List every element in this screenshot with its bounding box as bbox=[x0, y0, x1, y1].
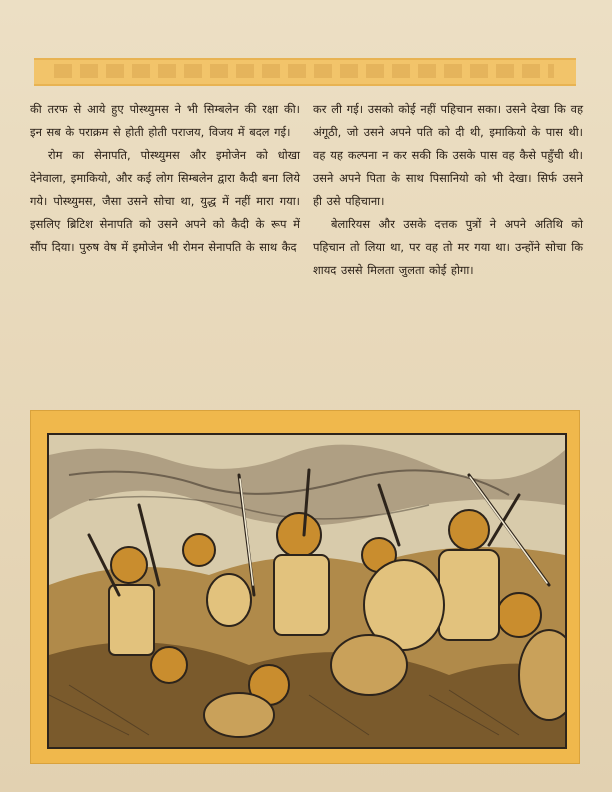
battle-scene-drawing bbox=[49, 435, 565, 747]
battle-illustration bbox=[47, 433, 567, 749]
illustration-frame bbox=[30, 410, 580, 764]
left-column bbox=[30, 98, 300, 259]
left-paragraph-1: की तरफ से आये हुए पोस्थ्युमस ने भी सिम्बलेन की रक्षा की। इन सब के पराक्रम से होती होती पराजय, विजय में बदल गई। bbox=[30, 102, 300, 139]
right-paragraph-2: बेलारियस और उसके दत्तक पुत्रों ने अपने अतिथि को पहिचान तो लिया था, पर वह तो मर गया था। उन्होंने सोचा कि शायद उससे मिलता जुलता कोई होगा। bbox=[313, 217, 583, 277]
right-column bbox=[313, 98, 583, 282]
right-paragraph-1: कर ली गई। उसको कोई नहीं पहिचान सका। उसने देखा कि वह अंगूठी, जो उसने अपने पति को दी थी, इमाकियो के पास थी। वह यह कल्पना न कर सकी कि उसके पास वह कैसे पहुँची थी। उसने अपने पिता के साथ पिसानियो को भी देखा। सिर्फ उसने ही उसे पहिचाना। bbox=[313, 102, 583, 208]
header-band-bleed-through bbox=[54, 64, 554, 78]
header-band bbox=[34, 58, 576, 86]
left-paragraph-2: रोम का सेनापति, पोस्थ्युमस और इमोजेन को धोखा देनेवाला, इमाकियो, और कई लोग सिम्बलेन द्वारा कैदी बना लिये गये। पोस्थ्युमस, जैसा उसने सोचा था, युद्ध में नहीं मारा गया। इसलिए ब्रिटिश सेनापति को उसने अपने को कैदी के रूप में सौंप दिया। पुरुष वेष में इमोजेन भी रोमन सेनापति के साथ कैद bbox=[30, 148, 300, 254]
text-columns bbox=[30, 98, 582, 398]
